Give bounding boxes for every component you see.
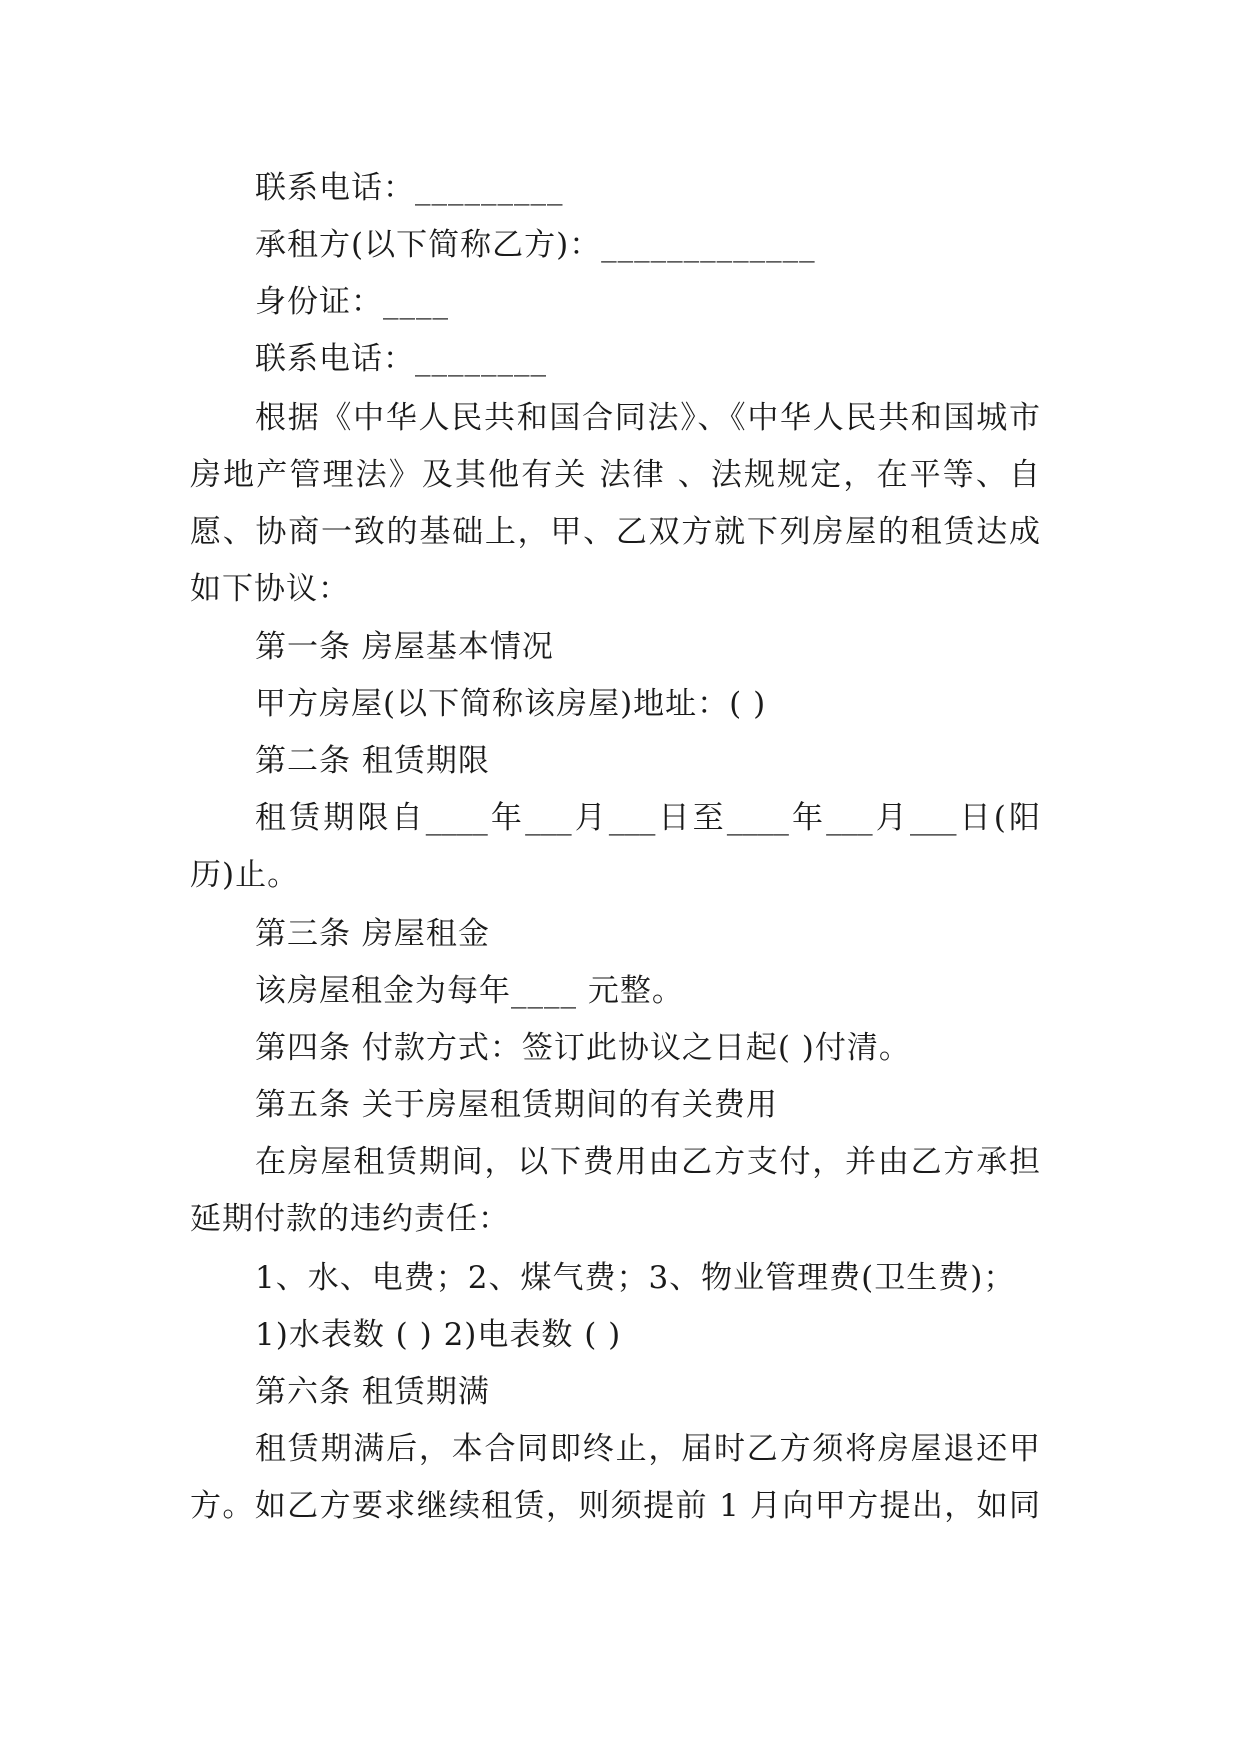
article-6-body-line-1: 租赁期满后，本合同即终止，届时乙方须将房屋退还甲 (255, 1431, 1040, 1467)
preamble-line-4: 如下协议： (190, 571, 350, 607)
article-5-body-line-1: 在房屋租赁期间，以下费用由乙方支付，并由乙方承担 (255, 1144, 1040, 1180)
article-6-heading: 第六条 租赁期满 (255, 1374, 490, 1410)
article-5-heading: 第五条 关于房屋租赁期间的有关费用 (255, 1087, 778, 1123)
article-4-payment: 第四条 付款方式：签订此协议之日起( )付清。 (255, 1030, 911, 1066)
article-5-fees-list: 1、水、电费；2、煤气费；3、物业管理费(卫生费)； (255, 1260, 1016, 1296)
article-1-heading: 第一条 房屋基本情况 (255, 629, 554, 665)
preamble-line-2: 房地产管理法》及其他有关 法律 、法规规定，在平等、自 (190, 457, 1040, 493)
article-5-meter-readings: 1)水表数 ( ) 2)电表数 ( ) (255, 1317, 622, 1353)
article-3-heading: 第三条 房屋租金 (255, 916, 490, 952)
article-2-term-line-2: 历)止。 (190, 857, 300, 893)
article-2-term-line-1: 租赁期限自____年___月___日至____年___月___日(阳 (255, 800, 1040, 836)
article-5-body-line-2: 延期付款的违约责任： (190, 1201, 510, 1237)
lessee-name-line: 承租方(以下简称乙方)：_____________ (255, 227, 816, 263)
lessor-phone-line: 联系电话：_________ (255, 170, 564, 206)
lessee-phone-line: 联系电话：________ (255, 341, 547, 377)
article-6-body-line-2: 方。如乙方要求继续租赁，则须提前 1 月向甲方提出，如同 (190, 1488, 1040, 1524)
preamble-line-3: 愿、协商一致的基础上，甲、乙双方就下列房屋的租赁达成 (190, 514, 1040, 550)
preamble-line-1: 根据《中华人民共和国合同法》、《中华人民共和国城市 (255, 400, 1040, 436)
lessee-id-line: 身份证：____ (255, 284, 449, 320)
article-1-address: 甲方房屋(以下简称该房屋)地址：( ) (255, 686, 767, 722)
article-2-heading: 第二条 租赁期限 (255, 743, 490, 779)
article-3-rent: 该房屋租金为每年____ 元整。 (255, 973, 684, 1009)
